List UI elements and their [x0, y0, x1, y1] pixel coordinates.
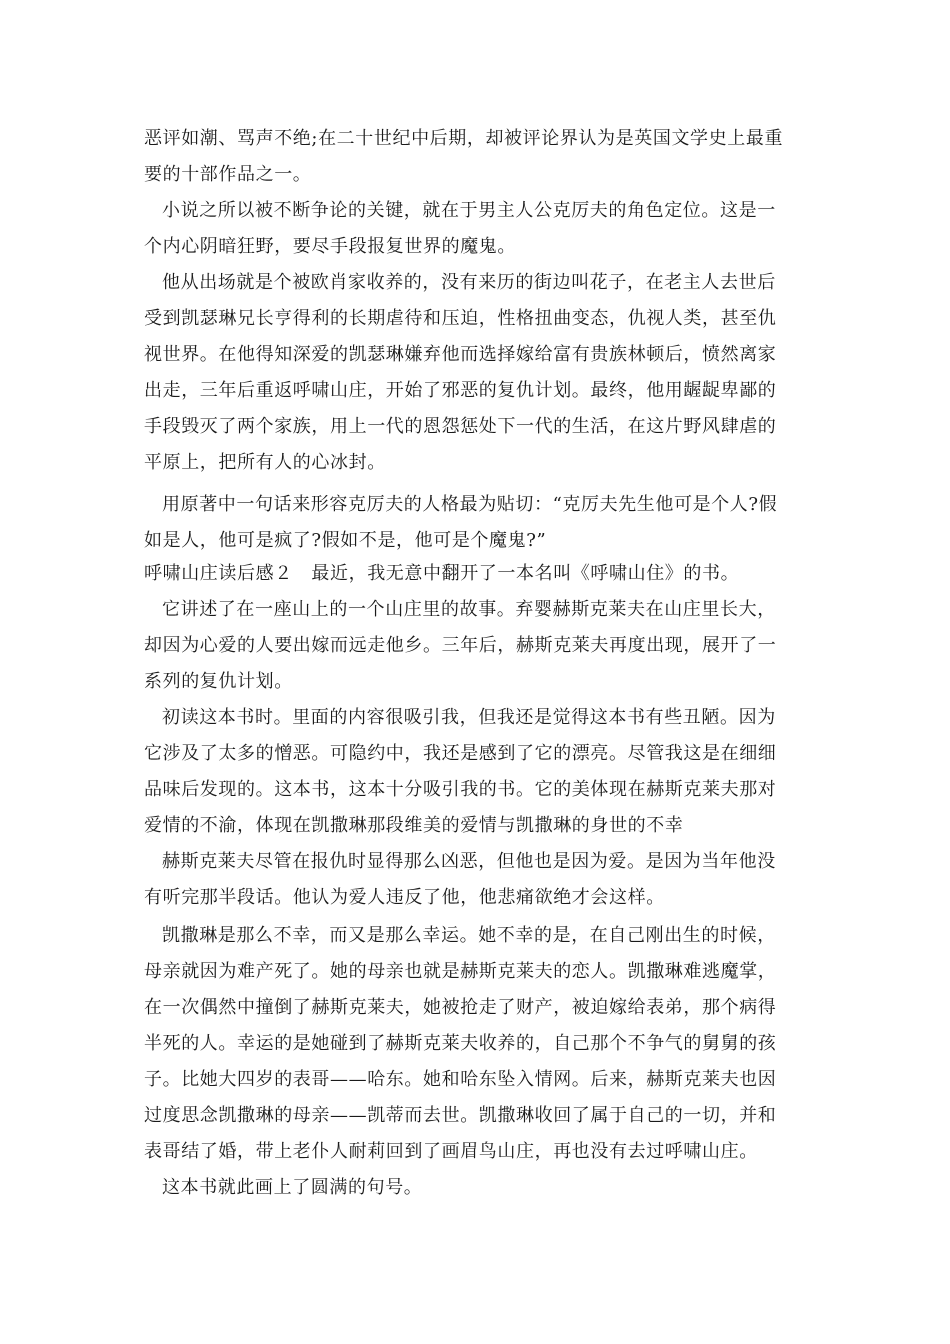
paragraph-first-line: 这本书就此画上了圆满的句号。: [162, 1177, 423, 1198]
text-line: 要的十部作品之一。: [144, 164, 312, 185]
text-line: 系列的复仇计划。: [144, 671, 293, 692]
text-line: 有听完那半段话。他认为爱人违反了他，他悲痛欲绝才会这样。: [144, 887, 665, 908]
text-line: 出走，三年后重返呼啸山庄，开始了邪恶的复仇计划。最终，他用龌龊卑鄙的: [144, 380, 777, 401]
text-line: 如是人，他可是疯了?假如不是，他可是个魔鬼?”: [144, 530, 547, 551]
paragraph-first-line: 用原著中一句话来形容克厉夫的人格最为贴切：“克厉夫先生他可是个人?假: [162, 494, 778, 515]
paragraph-first-line: 小说之所以被不断争论的关键，就在于男主人公克厉夫的角色定位。这是一: [162, 200, 776, 221]
text-line: 在一次偶然中撞倒了赫斯克莱夫，她被抢走了财产，被迫嫁给表弟，那个病得: [144, 997, 777, 1018]
text-line: 个内心阴暗狂野，要尽手段报复世界的魔鬼。: [144, 236, 516, 257]
text-line: 过度思念凯撒琳的母亲——凯蒂而去世。凯撒琳收回了属于自己的一切，并和: [144, 1105, 777, 1126]
text-line: 表哥结了婚，带上老仆人耐莉回到了画眉鸟山庄，再也没有去过呼啸山庄。: [144, 1141, 758, 1162]
text-line: 子。比她大四岁的表哥——哈东。她和哈东坠入情网。后来，赫斯克莱夫也因: [144, 1069, 777, 1090]
text-line: 平原上，把所有人的心冰封。: [144, 452, 386, 473]
text-line: 母亲就因为难产死了。她的母亲也就是赫斯克莱夫的恋人。凯撒琳难逃魔掌，: [144, 961, 777, 982]
paragraph-first-line: 它讲述了在一座山上的一个山庄里的故事。弃婴赫斯克莱夫在山庄里长大，: [162, 599, 776, 620]
text-line: 恶评如潮、骂声不绝;在二十世纪中后期，却被评论界认为是英国文学史上最重: [144, 128, 784, 149]
text-line: 爱情的不渝，体现在凯撒琳那段维美的爱情与凯撒琳的身世的不幸: [144, 815, 684, 836]
text-line: 受到凯瑟琳兄长亨得利的长期虐待和压迫，性格扭曲变态，仇视人类，甚至仇: [144, 308, 777, 329]
text-line: 它涉及了太多的憎恶。可隐约中，我还是感到了它的漂亮。尽管我这是在细细: [144, 743, 777, 764]
paragraph-first-line: 他从出场就是个被欧肖家收养的，没有来历的街边叫花子，在老主人去世后: [162, 272, 776, 293]
text-line: 品味后发现的。这本书，这本十分吸引我的书。它的美体现在赫斯克莱夫那对: [144, 779, 777, 800]
text-line: 手段毁灭了两个家族，用上一代的恩怨惩处下一代的生活，在这片野风肆虐的: [144, 416, 777, 437]
text-line: 半死的人。幸运的是她碰到了赫斯克莱夫收养的，自己那个不争气的舅舅的孩: [144, 1033, 777, 1054]
text-line: 却因为心爱的人要出嫁而远走他乡。三年后，赫斯克莱夫再度出现，展开了一: [144, 635, 777, 656]
paragraph-first-line: 赫斯克莱夫尽管在报仇时显得那么凶恶，但他也是因为爱。是因为当年他没: [162, 851, 776, 872]
text-line: 视世界。在他得知深爱的凯瑟琳嫌弃他而选择嫁给富有贵族林顿后，愤然离家: [144, 344, 777, 365]
paragraph-first-line: 初读这本书时。里面的内容很吸引我，但我还是觉得这本书有些丑陋。因为: [162, 707, 776, 728]
section-heading-line: 呼啸山庄读后感２ 最近，我无意中翻开了一本名叫《呼啸山住》的书。: [144, 563, 740, 584]
paragraph-first-line: 凯撒琳是那么不幸，而又是那么幸运。她不幸的是，在自己刚出生的时候，: [162, 925, 776, 946]
